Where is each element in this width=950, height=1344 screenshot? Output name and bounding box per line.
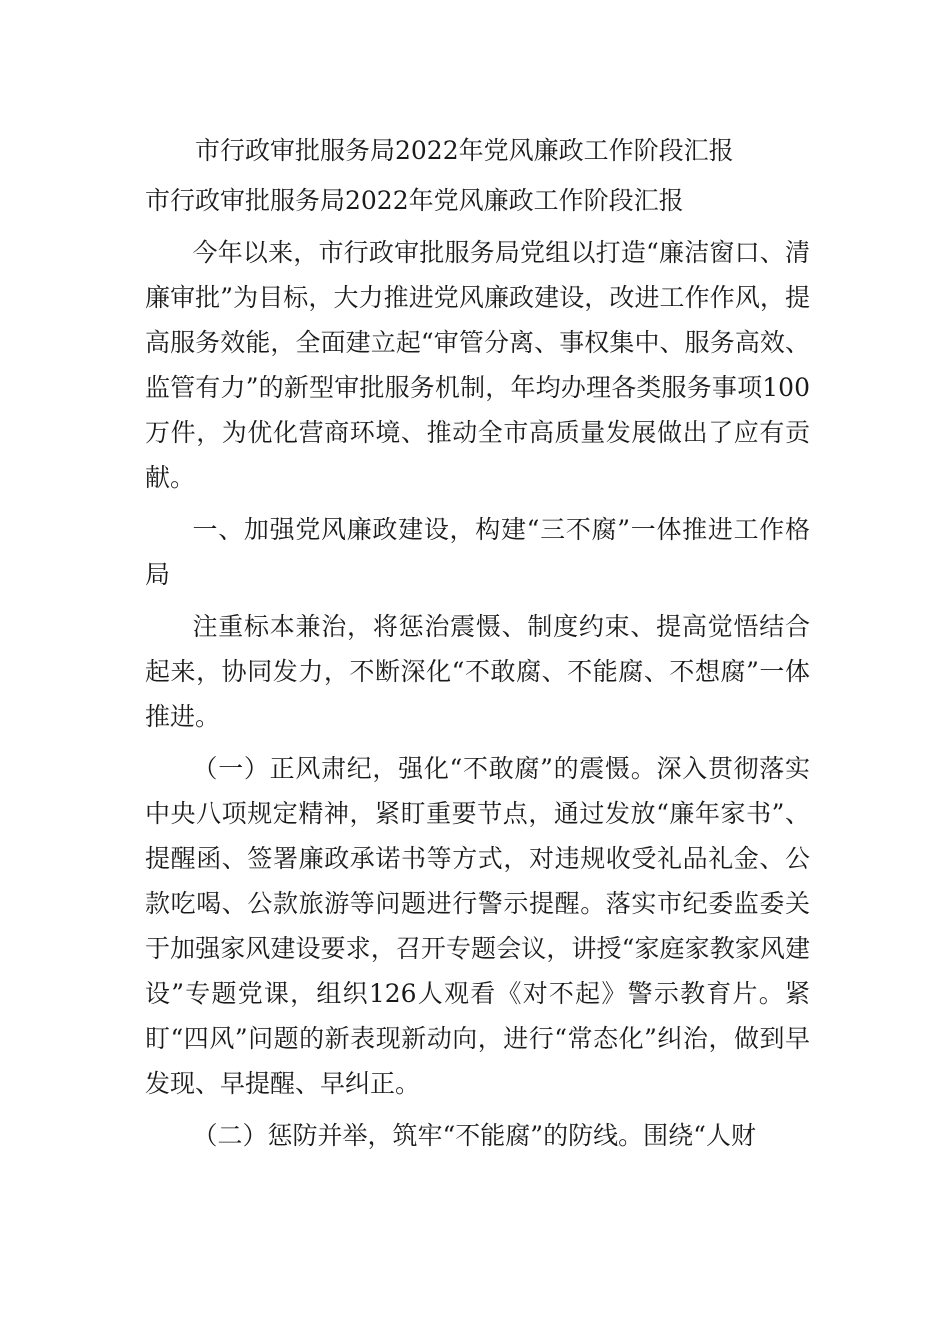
subsection-2-paragraph: （二）惩防并举，筑牢“不能腐”的防线。围绕“人财 <box>192 1121 756 1150</box>
document-title: 市行政审批服务局2022年党风廉政工作阶段汇报 <box>195 136 734 165</box>
section-summary-paragraph: 注重标本兼治，将惩治震慑、制度约束、提高觉悟结合起来，协同发力，不断深化“不敢腐、不能腐、不想腐”一体推进。 <box>145 612 810 731</box>
subsection-1-paragraph: （一）正风肃纪，强化“不敢腐”的震慑。深入贯彻落实中央八项规定精神，紧盯重要节点，通过发放“廉年家书”、提醒函、签署廉政承诺书等方式，对违规收受礼品礼金、公款吃喝、公款旅游等问题进行警示提醒。落实市纪委监委关于加强家风建设要求，召开专题会议，讲授“家庭家教家风建设”专题党课，组织126人观看《对不起》警示教育片。紧盯“四风”问题的新表现新动向，进行“常态化”纠治，做到早发现、早提醒、早纠正。 <box>145 754 810 1098</box>
section-heading-1: 一、加强党风廉政建设，构建“三不腐”一体推进工作格局 <box>145 515 810 589</box>
document-subtitle: 市行政审批服务局2022年党风廉政工作阶段汇报 <box>145 186 684 215</box>
document-body <box>145 230 810 1158</box>
intro-paragraph: 今年以来，市行政审批服务局党组以打造“廉洁窗口、清廉审批”为目标，大力推进党风廉政建设，改进工作作风，提高服务效能，全面建立起“审管分离、事权集中、服务高效、监管有力”的新型审批服务机制，年均办理各类服务事项100万件，为优化营商环境、推动全市高质量发展做出了应有贡献。 <box>145 238 810 492</box>
